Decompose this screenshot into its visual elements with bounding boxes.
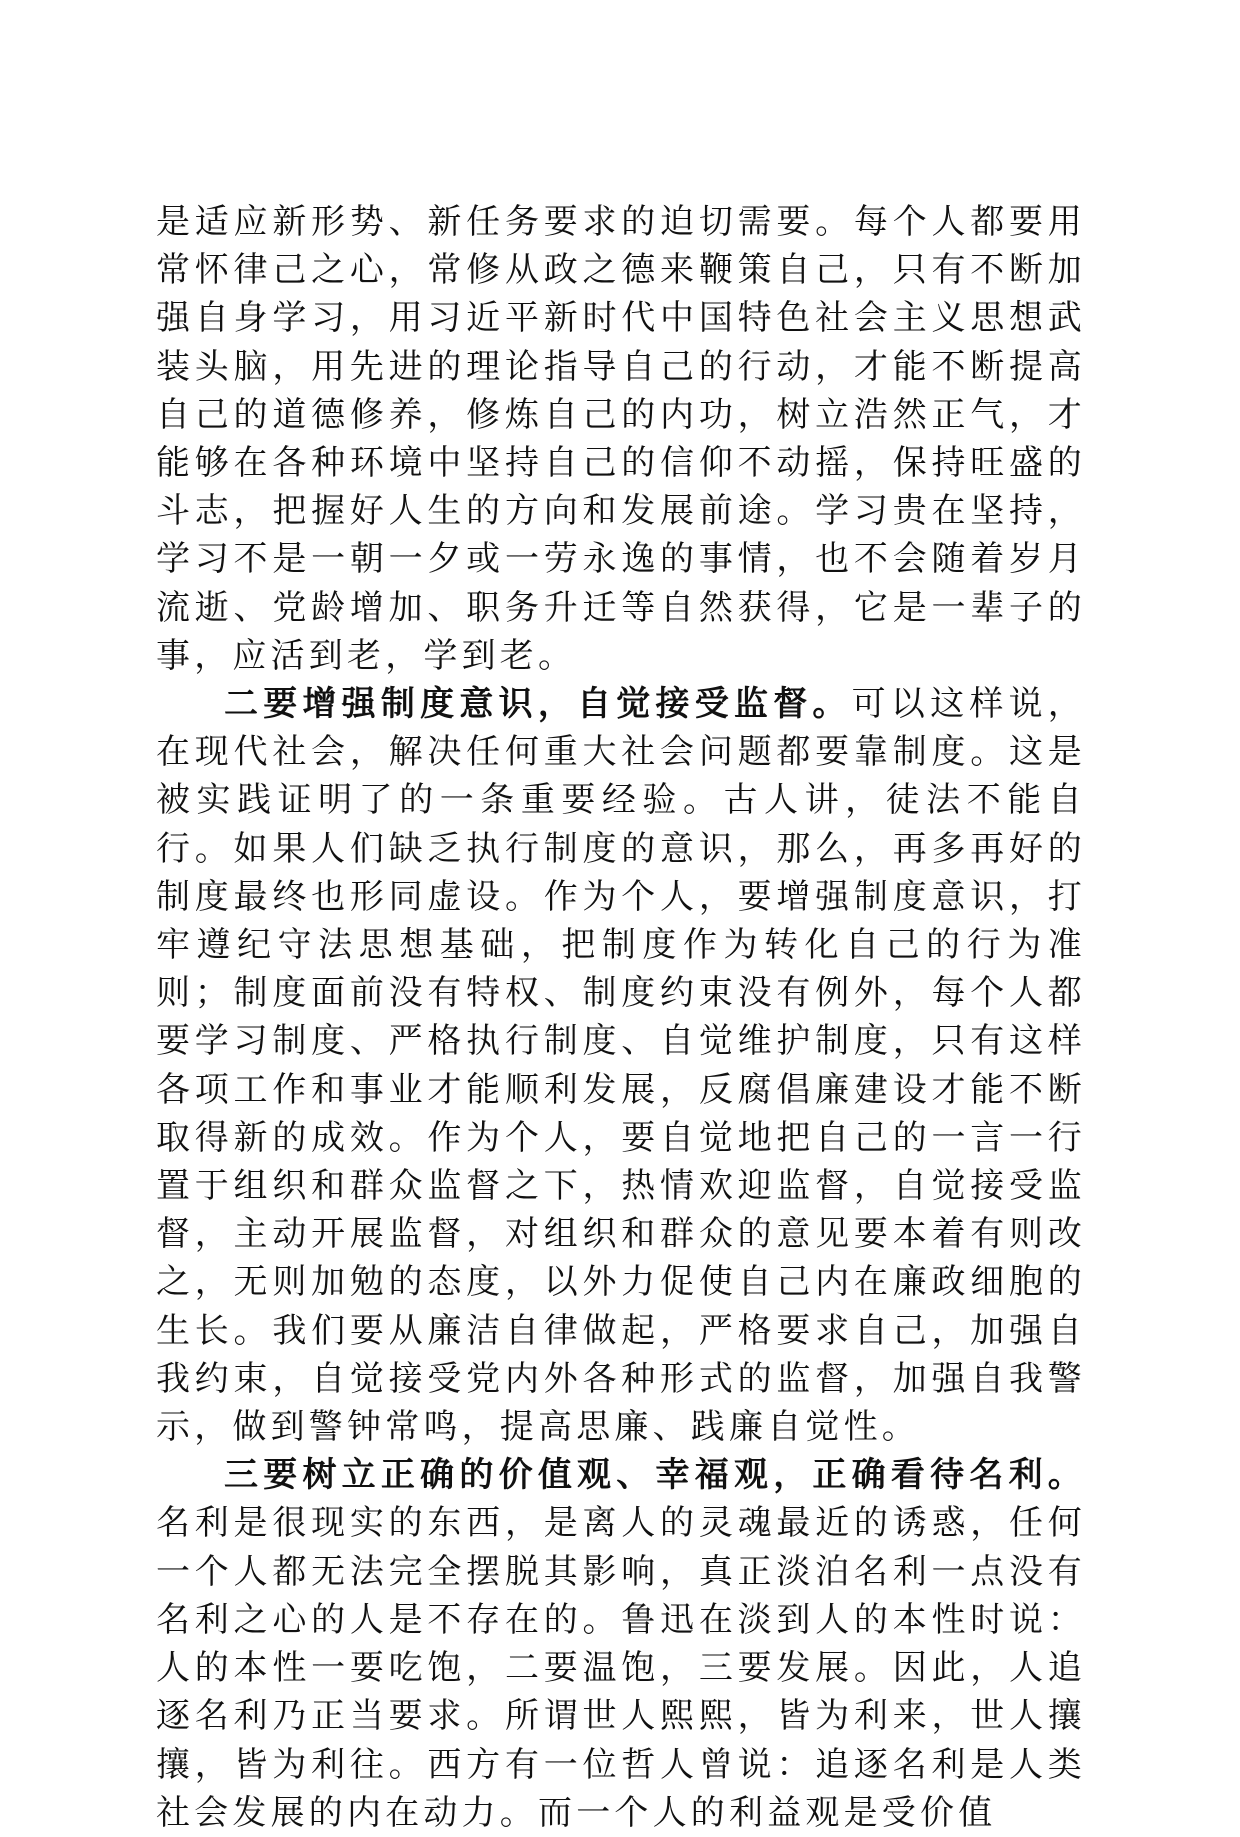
paragraph-body: 是适应新形势、新任务要求的迫切需要。每个人都要用常怀律己之心，常修从政之德来鞭策自己，只有不断加强自身学习，用习近平新时代中国特色社会主义思想武装头脑，用先进的理论指导自己的行动，才能不断提高自己的道德修养，修炼自己的内功，树立浩然正气，才能够在各种环境中坚持自己的信仰不动摇，保持旺盛的斗志，把握好人生的方向和发展前途。学习贵在坚持，学习不是一朝一夕或一劳永逸的事情，也不会随着岁月流逝、党龄增加、职务升迁等自然获得，它是一辈子的事，应活到老，学到老。 bbox=[156, 202, 1086, 676]
paragraph-institution-awareness bbox=[156, 680, 1086, 1451]
paragraph-body: 名利是很现实的东西，是离人的灵魂最近的诱惑，任何一个人都无法完全摆脱其影响，真正淡泊名利一点没有名利之心的人是不存在的。鲁迅在淡到人的本性时说：人的本性一要吃饱，二要温饱，三要发展。因此，人追逐名利乃正当要求。所谓世人熙熙，皆为利来，世人攘攘，皆为利往。西方有一位哲人曾说：追逐名利是人类社会发展的内在动力。而一个人的利益观是受价值 bbox=[156, 1503, 1086, 1833]
paragraph-body: 可以这样说，在现代社会，解决任何重大社会问题都要靠制度。这是被实践证明了的一条重要经验。古人讲，徒法不能自行。如果人们缺乏执行制度的意识，那么，再多再好的制度最终也形同虚设。作为个人，要增强制度意识，打牢遵纪守法思想基础，把制度作为转化自己的行为准则；制度面前没有特权、制度约束没有例外，每个人都要学习制度、严格执行制度、自觉维护制度，只有这样各项工作和事业才能顺利发展，反腐倡廉建设才能不断取得新的成效。作为个人，要自觉地把自己的一言一行置于组织和群众监督之下，热情欢迎监督，自觉接受监督，主动开展监督，对组织和群众的意见要本着有则改之，无则加勉的态度，以外力促使自己内在廉政细胞的生长。我们要从廉洁自律做起，严格要求自己，加强自我约束，自觉接受党内外各种形式的监督，加强自我警示，做到警钟常鸣，提高思廉、践廉自觉性。 bbox=[156, 684, 1086, 1448]
paragraph-heading: 三要树立正确的价值观、幸福观，正确看待名利。 bbox=[224, 1455, 1086, 1496]
body-text bbox=[156, 198, 1086, 1837]
paragraph-continued bbox=[156, 198, 1086, 680]
paragraph-heading: 二要增强制度意识，自觉接受监督。 bbox=[224, 684, 852, 725]
paragraph-values-fame bbox=[156, 1451, 1086, 1837]
